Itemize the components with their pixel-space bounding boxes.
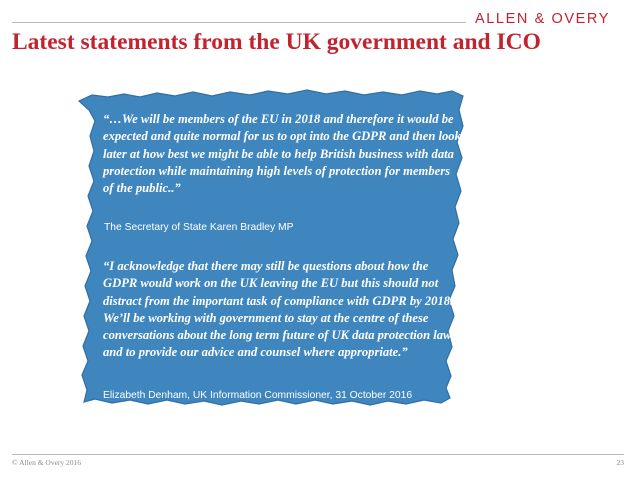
copyright-text: © Allen & Overy 2016 — [12, 458, 82, 467]
quote-elizabeth-denham: “I acknowledge that there may still be questions about how the GDPR would work on the UK leaving the EU but this should not distract from the important task of compliance with GDPR by 2018. We’ll be working with government to stay at the centre of these conversations about the long term future of UK data protection law and to provide our advice and counsel where appropriate.” — [103, 259, 454, 360]
quote-attribution-elizabeth-denham: Elizabeth Denham, UK Information Commissioner, 31 October 2016 — [103, 390, 413, 401]
footer-rule — [12, 454, 624, 455]
quote-karen-bradley: “…We will be members of the EU in 2018 and therefore it would be expected and quite normal for us to opt into the GDPR and then look later at how best we might be able to help British business with data protection while maintaining high levels of protection for members of the public..” — [103, 112, 461, 196]
page-number: 23 — [616, 458, 624, 467]
page-title: Latest statements from the UK government and ICO — [12, 29, 541, 55]
quote-attribution-karen-bradley: The Secretary of State Karen Bradley MP — [104, 222, 294, 233]
brand-logo: ALLEN & OVERY — [475, 11, 610, 27]
